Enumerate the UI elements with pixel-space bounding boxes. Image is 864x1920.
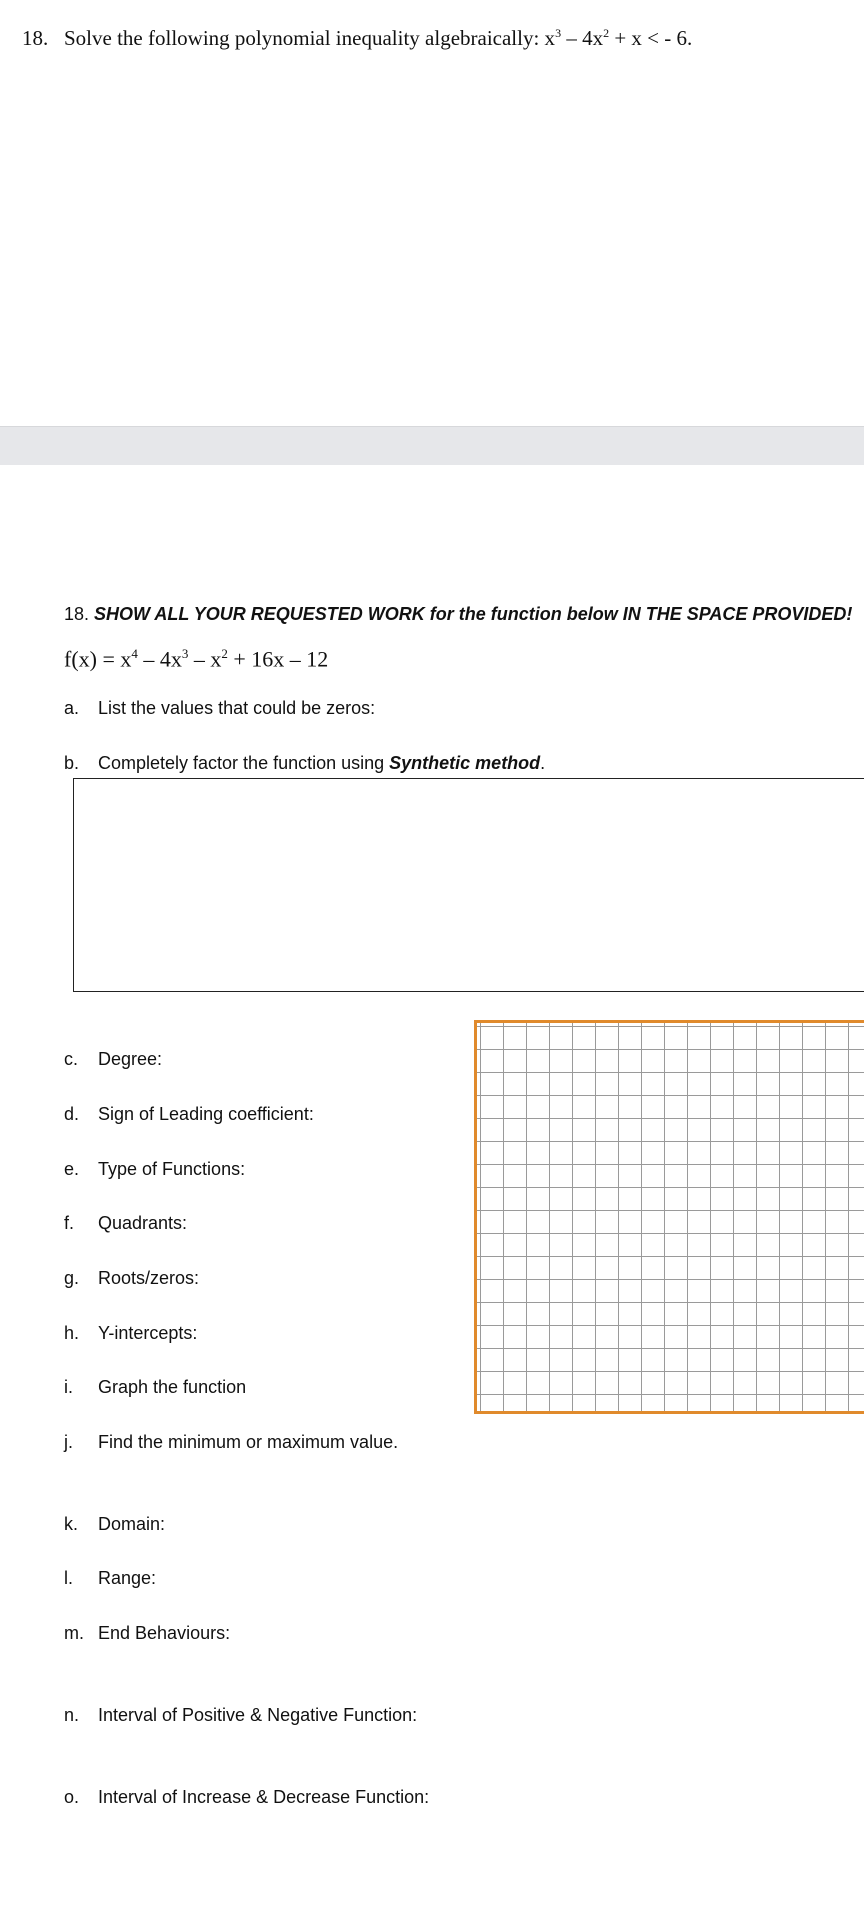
function-prefix: f(x) = x [64,646,132,672]
item-b [64,753,545,774]
item-label: h. [64,1323,80,1343]
question-2-heading [64,604,852,625]
item-text: Roots/zeros: [98,1268,200,1288]
item-label: l. [64,1568,73,1588]
item-text-end: . [540,753,546,773]
item-n [64,1705,417,1726]
exponent: 2 [221,646,228,661]
item-label: m. [64,1623,84,1643]
item-text: End Behaviours: [98,1623,231,1643]
function-definition [64,646,328,672]
item-text: Range: [98,1568,157,1588]
item-text-emphasis: Synthetic method [389,753,541,773]
function-part: – 4x [137,646,182,672]
exponent: 3 [555,26,562,40]
item-h [64,1323,197,1344]
item-text: Interval of Positive & Negative Function: [98,1705,418,1725]
item-d [64,1104,314,1125]
item-label: d. [64,1104,80,1124]
item-g [64,1268,199,1289]
item-label: f. [64,1213,75,1233]
function-part: – x [188,646,222,672]
graph-grid[interactable] [474,1020,864,1414]
item-label: e. [64,1159,80,1179]
question-1-number: 18. [22,26,49,50]
item-text: Sign of Leading coefficient: [98,1104,314,1124]
item-i [64,1377,246,1398]
item-label: a. [64,698,80,718]
item-label: b. [64,753,80,773]
item-text: Degree: [98,1049,163,1069]
exponent: 3 [181,646,189,661]
function-suffix: + 16x – 12 [227,646,329,672]
item-text: List the values that could be zeros: [98,698,376,718]
question-1-text-suffix: + x < - 6. [609,26,693,50]
item-l [64,1568,156,1589]
item-label: j. [64,1432,73,1452]
item-c [64,1049,162,1070]
item-text: Type of Functions: [98,1159,246,1179]
item-a [64,698,375,719]
work-space-box[interactable] [73,778,864,992]
item-label: g. [64,1268,80,1288]
item-label: i. [64,1377,73,1397]
question-2-instruction: SHOW ALL YOUR REQUESTED WORK for the function below IN THE SPACE PROVIDED! [94,604,853,624]
item-f [64,1213,187,1234]
item-text: Quadrants: [98,1213,188,1233]
item-o [64,1787,429,1808]
item-label: o. [64,1787,80,1807]
item-text: Graph the function [98,1377,247,1397]
item-text: Completely factor the function using [98,753,390,773]
question-2-number: 18. [64,604,90,624]
question-1-text-prefix: Solve the following polynomial inequality algebraically: x [64,26,556,50]
question-1-text-mid: – 4x [561,26,604,50]
page-divider [0,426,864,465]
question-1 [22,26,692,51]
item-m [64,1623,230,1644]
item-label: c. [64,1049,79,1069]
item-text: Y-intercepts: [98,1323,198,1343]
item-e [64,1159,245,1180]
item-text: Find the minimum or maximum value. [98,1432,399,1452]
item-label: k. [64,1514,79,1534]
item-j [64,1432,398,1453]
item-text: Domain: [98,1514,166,1534]
item-k [64,1514,165,1535]
exponent: 2 [603,26,610,40]
exponent: 4 [131,646,138,661]
item-text: Interval of Increase & Decrease Function: [98,1787,430,1807]
item-label: n. [64,1705,80,1725]
